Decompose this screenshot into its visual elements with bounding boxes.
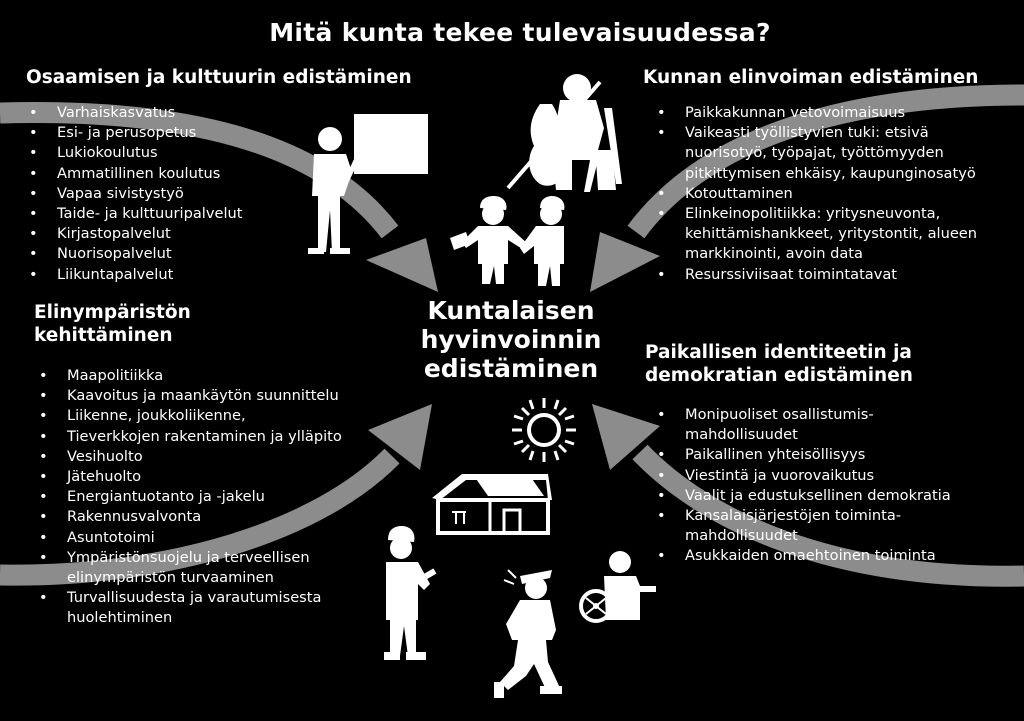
list-item [648, 546, 951, 566]
list-item: • Kirjastopalvelut [20, 224, 243, 244]
list-item: • Liikuntapalvelut [20, 265, 243, 285]
list-item-line: Rakennusvalvonta [67, 508, 202, 526]
construction-worker-icon [384, 526, 436, 660]
list-item-line: markkinointi, avoin data [685, 245, 863, 263]
teacher-icon [308, 114, 428, 254]
list-item [30, 406, 342, 426]
list-item-line: Vesihuolto [67, 447, 143, 465]
list-item: • Taide- ja kulttuuripalvelut [20, 204, 243, 224]
list-item [30, 467, 342, 487]
list-item-line: Asukkaiden omaehtoinen toiminta [685, 547, 936, 565]
list-elinymparisto [30, 366, 342, 629]
list-item [30, 447, 342, 467]
list-item-line: elinympäristön turvaaminen [67, 569, 274, 587]
diagram-title: Mitä kunta tekee tulevaisuudessa? [269, 18, 771, 47]
list-item-line: Turvallisuudesta ja varautumisesta [67, 589, 322, 607]
house-icon [432, 474, 552, 533]
list-item-line: Resurssiviisaat toimintatavat [685, 265, 898, 283]
list-item [30, 548, 342, 588]
center-line: Kuntalaisen [427, 296, 595, 325]
list-item-line: Energiantuotanto ja -jakelu [67, 488, 265, 506]
list-item-line: pitkittymisen ehkäisy, kaupunginosatyö [685, 164, 976, 182]
list-item: • Varhaiskasvatus [20, 103, 243, 123]
list-item: • Vapaa sivistystyö [20, 184, 243, 204]
list-item [648, 405, 951, 445]
list-item-line: huolehtiminen [67, 609, 173, 627]
list-item-line: Kotouttaminen [685, 184, 793, 202]
heading-line: demokratian edistäminen [645, 365, 913, 386]
list-item-line: Tieverkkojen rakentaminen ja ylläpito [67, 427, 342, 445]
cellist-icon [508, 74, 622, 192]
list-item-line: nuorisotyö, työpajat, työttömyyden [685, 144, 944, 162]
arrowhead-top-left [366, 238, 438, 292]
sun-icon [512, 398, 576, 462]
list-item-line: Monipuoliset osallistumis- [685, 406, 874, 423]
list-item [30, 528, 342, 548]
list-item-line: Kaavoitus ja maankäytön suunnittelu [67, 387, 339, 405]
list-item-line: mahdollisuudet [685, 426, 798, 444]
list-item [648, 265, 977, 285]
list-item-line: Kansalaisjärjestöjen toiminta- [685, 507, 902, 525]
list-item-line: Elinkeinopolitiikka: yritysneuvonta, [685, 205, 941, 223]
list-item-line: Paikallinen yhteisöllisyys [685, 446, 866, 464]
walking-person-icon [494, 570, 562, 698]
list-item: • Ammatillinen koulutus [20, 164, 243, 184]
list-item: • Lukiokoulutus [20, 143, 243, 163]
list-item [648, 103, 977, 123]
center-line: edistäminen [423, 354, 599, 383]
list-item [648, 204, 977, 265]
list-item-line: Vaikeasti työllistyvien tuki: etsivä [685, 124, 929, 142]
list-item [648, 486, 951, 506]
list-identiteetti [648, 405, 951, 567]
center-line: hyvinvoinnin [420, 325, 602, 354]
list-item [30, 588, 342, 628]
list-item [30, 487, 342, 507]
list-item: • Nuorisopalvelut [20, 244, 243, 264]
center-label [404, 296, 618, 383]
list-item: • Esi- ja perusopetus [20, 123, 243, 143]
heading-osaaminen: Osaamisen ja kulttuurin edistäminen [26, 67, 412, 88]
heading-line: kehittäminen [34, 325, 173, 346]
list-item [648, 506, 951, 546]
children-icon [450, 196, 564, 286]
list-osaaminen [20, 103, 243, 285]
list-item [648, 184, 977, 204]
list-item-line: Asuntotoimi [67, 528, 155, 546]
list-item [30, 386, 342, 406]
wheelchair-user-icon [581, 551, 656, 621]
list-item-line: Maapolitiikka [67, 367, 164, 384]
list-item-line: Liikenne, joukkoliikenne, [67, 407, 246, 425]
list-item-line: Jätehuolto [67, 468, 142, 486]
heading-elinymparisto [34, 301, 191, 347]
heading-identiteetti [645, 341, 913, 387]
heading-line: Paikallisen identiteetin ja [645, 342, 912, 363]
list-item-line: Vaalit ja edustuksellinen demokratia [685, 486, 951, 504]
list-item-line: Viestintä ja vuorovaikutus [685, 466, 875, 484]
heading-line: Elinympäristön [34, 302, 191, 323]
heading-elinvoima: Kunnan elinvoiman edistäminen [643, 67, 979, 88]
list-item-line: Ympäristönsuojelu ja terveellisen [67, 548, 310, 566]
list-item-line: Paikkakunnan vetovoimaisuus [685, 104, 906, 121]
list-elinvoima [648, 103, 977, 285]
list-item [30, 507, 342, 527]
list-item-line: kehittämishankkeet, yritystontit, alueen [685, 225, 978, 243]
list-item-line: mahdollisuudet [685, 527, 798, 545]
list-item [30, 366, 342, 386]
list-item [30, 427, 342, 447]
list-item [648, 445, 951, 465]
list-item [648, 123, 977, 184]
list-item [648, 466, 951, 486]
